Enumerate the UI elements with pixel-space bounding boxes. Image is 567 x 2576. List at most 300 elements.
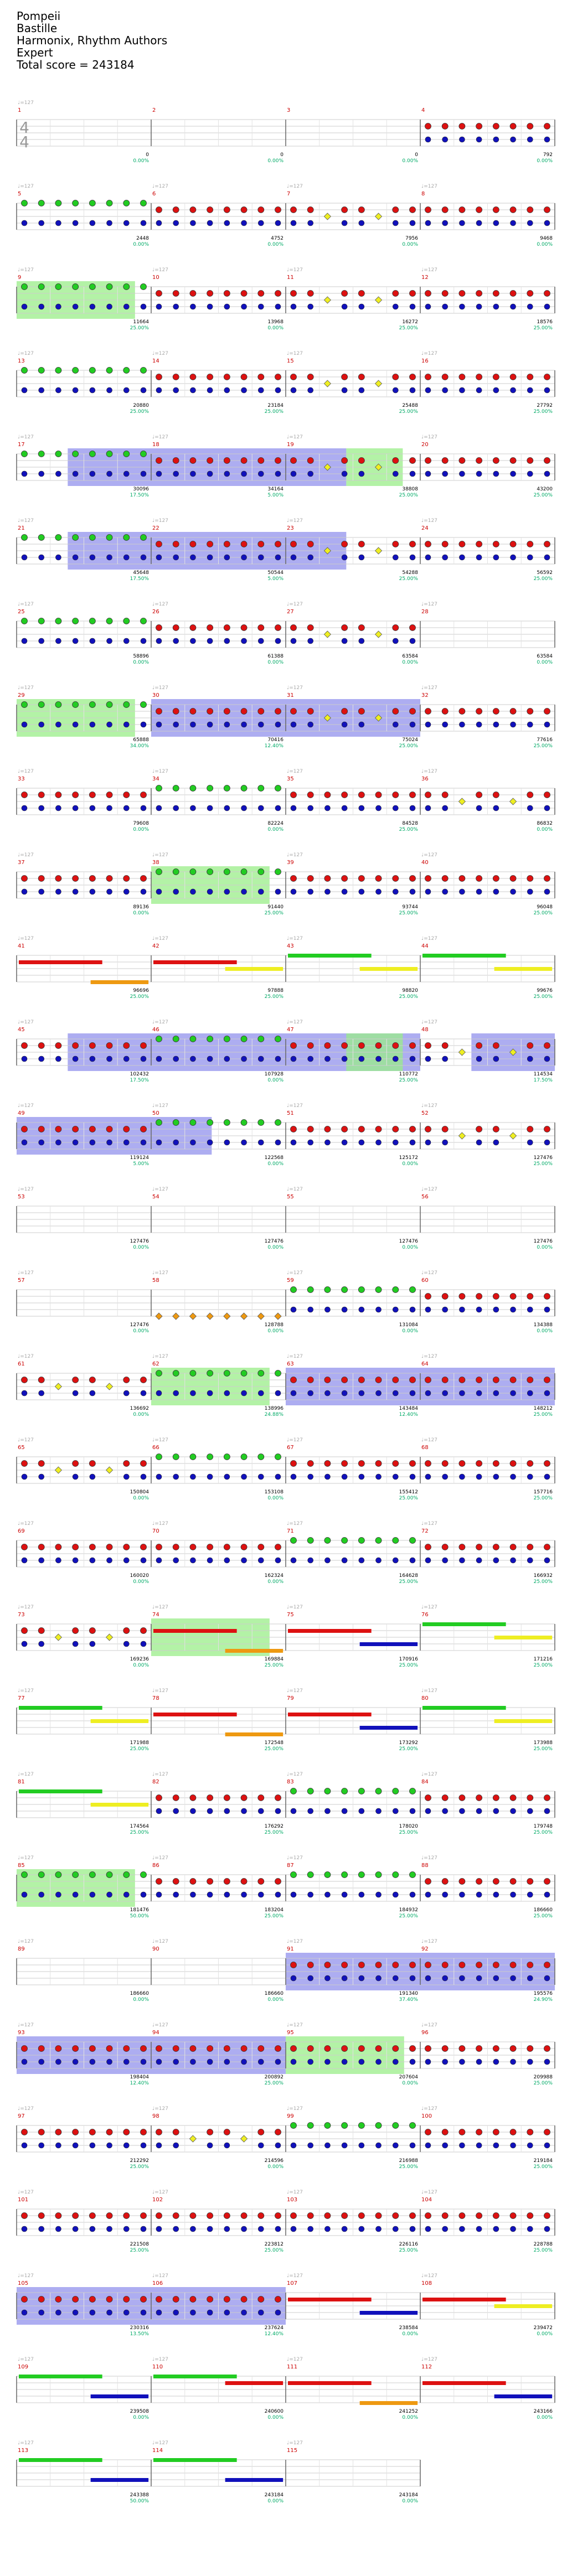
note-o xyxy=(207,1313,213,1320)
note-g xyxy=(207,1120,213,1126)
measure-percent: 0.00% xyxy=(267,1161,284,1167)
note-b xyxy=(291,220,296,226)
note-r xyxy=(358,458,364,464)
note-r xyxy=(307,458,313,464)
note-b xyxy=(107,805,112,811)
note-g xyxy=(22,535,28,541)
note-r xyxy=(442,1377,448,1383)
note-r xyxy=(173,207,179,213)
note-r xyxy=(123,1126,130,1132)
note-b xyxy=(493,1474,499,1480)
measure-score: 241252 xyxy=(399,2409,418,2414)
note-r xyxy=(510,541,516,547)
tempo-marker: ♩=127 xyxy=(287,267,303,273)
note-r xyxy=(291,374,297,380)
measure-score: 127476 xyxy=(399,1239,418,1244)
note-r xyxy=(207,2129,213,2135)
measure-score: 127476 xyxy=(533,1239,553,1244)
note-b xyxy=(493,1975,499,1981)
note-g xyxy=(89,535,95,541)
measure-score: 228788 xyxy=(533,2242,553,2247)
note-b xyxy=(410,471,415,477)
measure-score: 127476 xyxy=(264,1239,284,1244)
note-b xyxy=(308,1975,313,1981)
note-b xyxy=(241,2059,247,2065)
note-g xyxy=(190,1036,196,1042)
staff-row xyxy=(17,785,555,815)
note-r xyxy=(141,2213,147,2219)
note-r xyxy=(510,374,516,380)
note-r xyxy=(544,2213,550,2219)
note-r xyxy=(123,2129,130,2135)
note-b xyxy=(393,1056,398,1062)
measure-percent: 17.50% xyxy=(130,1078,149,1083)
note-b xyxy=(393,1307,398,1312)
note-b xyxy=(308,304,313,309)
note-b xyxy=(39,2310,44,2315)
note-r xyxy=(241,207,247,213)
note-b xyxy=(476,805,482,811)
note-b xyxy=(425,1808,431,1814)
tempo-marker: ♩=127 xyxy=(152,184,168,189)
note-g xyxy=(207,1370,213,1377)
note-r xyxy=(410,1461,416,1467)
note-b xyxy=(123,638,129,644)
note-b xyxy=(39,1892,44,1897)
measure-percent: 25.00% xyxy=(399,1746,418,1752)
note-b xyxy=(156,1808,162,1814)
note-r xyxy=(224,2296,230,2303)
note-b xyxy=(141,555,146,560)
staff-row xyxy=(17,448,555,486)
note-r xyxy=(342,1126,348,1132)
note-b xyxy=(324,1390,330,1396)
note-g xyxy=(38,702,44,708)
note-r xyxy=(207,1544,213,1550)
note-r xyxy=(493,792,499,798)
note-r xyxy=(476,123,482,130)
tempo-marker: ♩=127 xyxy=(152,1772,168,1777)
note-b xyxy=(459,2059,465,2065)
note-b xyxy=(308,805,313,811)
measure-score: 150804 xyxy=(130,1489,149,1495)
note-b xyxy=(173,1056,179,1062)
note-r xyxy=(510,1294,516,1300)
measure-number: 81 xyxy=(18,1779,25,1785)
measure-score: 223812 xyxy=(264,2242,284,2247)
note-r xyxy=(224,2213,230,2219)
measure-score: 243166 xyxy=(533,2409,553,2414)
note-r xyxy=(342,625,348,631)
measure-score: 89136 xyxy=(133,904,149,910)
note-r xyxy=(73,1377,79,1383)
note-r xyxy=(410,374,416,380)
note-b xyxy=(241,889,247,894)
measure-score: 169236 xyxy=(130,1657,149,1662)
note-b xyxy=(476,471,482,477)
measure-percent: 24.90% xyxy=(533,1997,553,2003)
note-r xyxy=(156,2046,162,2052)
note-g xyxy=(38,535,44,541)
note-r xyxy=(275,1879,281,1885)
note-g xyxy=(141,618,147,624)
measure-percent: 25.00% xyxy=(399,827,418,832)
note-b xyxy=(442,304,448,309)
note-b xyxy=(73,1140,78,1145)
sustain-g xyxy=(422,954,506,958)
note-g xyxy=(38,1872,44,1878)
measure-number: 34 xyxy=(152,776,159,782)
measure-number: 111 xyxy=(287,2364,298,2370)
note-r xyxy=(527,291,533,297)
note-r xyxy=(442,1879,448,1885)
note-r xyxy=(425,792,431,798)
note-r xyxy=(544,1879,550,1885)
measure-percent: 25.00% xyxy=(533,1830,553,1835)
note-g xyxy=(291,1788,297,1794)
measure-score: 238584 xyxy=(399,2325,418,2331)
measure-number: 94 xyxy=(152,2030,159,2036)
note-b xyxy=(123,2143,129,2148)
measure-percent: 50.00% xyxy=(130,1913,149,1919)
note-r xyxy=(73,1628,79,1634)
note-g xyxy=(241,869,247,875)
note-g xyxy=(224,1370,230,1377)
note-g xyxy=(22,618,28,624)
note-r xyxy=(527,374,533,380)
note-g xyxy=(22,451,28,457)
note-r xyxy=(527,876,533,882)
note-b xyxy=(123,1892,129,1897)
note-b xyxy=(476,1056,482,1062)
note-b xyxy=(459,304,465,309)
note-b xyxy=(476,387,482,393)
note-b xyxy=(342,1474,347,1480)
note-g xyxy=(106,368,112,374)
note-b xyxy=(527,1140,533,1145)
note-r xyxy=(224,1544,230,1550)
note-b xyxy=(123,1558,129,1563)
measure-number: 22 xyxy=(152,525,159,531)
note-r xyxy=(459,458,465,464)
note-y xyxy=(324,213,331,220)
note-b xyxy=(123,304,129,309)
note-r xyxy=(22,1461,28,1467)
note-b xyxy=(90,471,95,477)
note-b xyxy=(442,889,448,894)
note-b xyxy=(308,387,313,393)
note-r xyxy=(123,1043,130,1049)
sustain-g xyxy=(153,2375,237,2378)
note-b xyxy=(527,1390,533,1396)
note-g xyxy=(324,1287,331,1293)
note-b xyxy=(511,555,516,560)
note-r xyxy=(141,2046,147,2052)
note-y xyxy=(324,631,331,638)
note-b xyxy=(90,805,95,811)
tempo-marker: ♩=127 xyxy=(18,351,34,356)
note-g xyxy=(375,2123,382,2129)
note-g xyxy=(190,785,196,792)
note-b xyxy=(90,387,95,393)
note-b xyxy=(107,1140,112,1145)
note-b xyxy=(107,1892,112,1897)
note-g xyxy=(123,200,130,206)
note-b xyxy=(511,722,516,727)
note-r xyxy=(241,458,247,464)
measure-number: 33 xyxy=(18,776,25,782)
note-r xyxy=(476,792,482,798)
note-b xyxy=(90,1558,95,1563)
note-b xyxy=(342,1892,347,1897)
measure-percent: 25.00% xyxy=(399,1663,418,1668)
measure-number: 46 xyxy=(152,1027,159,1033)
note-r xyxy=(224,374,230,380)
measure-number: 9 xyxy=(18,275,22,281)
measure-score: 186660 xyxy=(130,1991,149,1996)
note-r xyxy=(393,708,399,715)
note-r xyxy=(393,1461,399,1467)
sustain-g xyxy=(288,954,372,958)
note-b xyxy=(224,471,230,477)
measure-percent: 25.00% xyxy=(533,2164,553,2170)
note-y xyxy=(55,1634,61,1641)
note-b xyxy=(342,2059,347,2065)
tempo-marker: ♩=127 xyxy=(421,1605,437,1610)
measure-score: 214596 xyxy=(264,2158,284,2164)
measure-score: 186660 xyxy=(264,1991,284,1996)
note-g xyxy=(324,1872,331,1878)
note-b xyxy=(493,2059,499,2065)
note-b xyxy=(156,1474,162,1480)
note-r xyxy=(275,458,281,464)
note-b xyxy=(511,1808,516,1814)
sustain-g xyxy=(422,1622,506,1626)
note-r xyxy=(527,1795,533,1801)
note-r xyxy=(425,876,431,882)
note-b xyxy=(544,1558,550,1563)
note-b xyxy=(459,2226,465,2232)
measure-number: 96 xyxy=(421,2030,429,2036)
note-b xyxy=(493,805,499,811)
note-b xyxy=(425,2143,431,2148)
note-b xyxy=(156,2143,162,2148)
note-g xyxy=(410,1788,416,1794)
measure-percent: 0.00% xyxy=(267,1579,284,1585)
note-r xyxy=(141,2296,147,2303)
note-g xyxy=(73,451,79,457)
note-r xyxy=(476,207,482,213)
note-r xyxy=(291,458,297,464)
note-g xyxy=(190,1370,196,1377)
measure-percent: 0.00% xyxy=(133,1663,149,1668)
note-r xyxy=(476,2129,482,2135)
note-r xyxy=(442,2213,448,2219)
note-b xyxy=(156,722,162,727)
note-b xyxy=(275,1474,281,1480)
note-b xyxy=(224,2059,230,2065)
note-r xyxy=(190,2046,196,2052)
note-r xyxy=(38,792,44,798)
note-b xyxy=(190,1892,195,1897)
note-b xyxy=(190,2059,195,2065)
note-r xyxy=(123,1544,130,1550)
total-score: Total score = 243184 xyxy=(17,58,135,71)
measure-score: 230316 xyxy=(130,2325,149,2331)
note-r xyxy=(73,2213,79,2219)
note-b xyxy=(22,1140,27,1145)
staff-row xyxy=(17,1033,555,1071)
note-r xyxy=(425,1377,431,1383)
note-b xyxy=(476,1390,482,1396)
measure-number: 24 xyxy=(421,525,429,531)
measure-number: 80 xyxy=(421,1695,429,1701)
note-r xyxy=(73,1043,79,1049)
note-b xyxy=(258,1140,264,1145)
note-b xyxy=(342,555,347,560)
note-g xyxy=(393,1788,399,1794)
note-b xyxy=(410,1307,415,1312)
note-b xyxy=(190,805,195,811)
tempo-marker: ♩=127 xyxy=(18,1354,34,1359)
note-b xyxy=(527,304,533,309)
note-r xyxy=(375,1043,382,1049)
note-r xyxy=(393,541,399,547)
note-b xyxy=(359,387,364,393)
note-b xyxy=(241,2310,247,2315)
note-r xyxy=(544,876,550,882)
measure-score: 131084 xyxy=(399,1322,418,1328)
note-r xyxy=(106,1126,112,1132)
sustain-y xyxy=(91,1719,148,1723)
note-r xyxy=(459,1879,465,1885)
note-r xyxy=(410,792,416,798)
note-r xyxy=(258,2046,264,2052)
measure-number: 41 xyxy=(18,943,25,949)
note-r xyxy=(493,1879,499,1885)
tempo-marker: ♩=127 xyxy=(152,936,168,942)
note-b xyxy=(275,1808,281,1814)
note-g xyxy=(275,1036,281,1042)
note-b xyxy=(224,722,230,727)
measure-score: 96696 xyxy=(133,988,149,994)
note-b xyxy=(511,1975,516,1981)
measure-percent: 25.00% xyxy=(130,1830,149,1835)
note-g xyxy=(123,284,130,290)
measure-number: 36 xyxy=(421,776,429,782)
note-b xyxy=(207,722,213,727)
note-b xyxy=(73,1641,78,1647)
note-b xyxy=(55,387,61,393)
note-b xyxy=(123,1474,129,1480)
note-b xyxy=(511,137,516,142)
note-r xyxy=(275,625,281,631)
measure-number: 57 xyxy=(18,1277,25,1284)
measure-percent: 0.00% xyxy=(402,242,418,247)
note-r xyxy=(55,1043,61,1049)
staff-row xyxy=(17,2375,555,2405)
note-b xyxy=(241,387,247,393)
note-y xyxy=(458,798,465,805)
measure-number: 64 xyxy=(421,1361,429,1367)
note-b xyxy=(359,1056,364,1062)
note-g xyxy=(291,1872,297,1878)
note-r xyxy=(106,2046,112,2052)
note-y xyxy=(375,297,382,303)
note-r xyxy=(459,2213,465,2219)
note-b xyxy=(544,2059,550,2065)
note-r xyxy=(275,1544,281,1550)
measure-percent: 5.00% xyxy=(133,1161,149,1167)
tempo-marker: ♩=127 xyxy=(18,2440,34,2446)
note-b xyxy=(493,1808,499,1814)
note-b xyxy=(527,2226,533,2232)
note-b xyxy=(141,1390,146,1396)
note-b xyxy=(207,1474,213,1480)
sustain-r xyxy=(422,2298,506,2301)
measure-percent: 25.00% xyxy=(399,994,418,1000)
measure-number: 89 xyxy=(18,1946,25,1952)
note-r xyxy=(324,1043,331,1049)
note-b xyxy=(476,1140,482,1145)
note-g xyxy=(224,1454,230,1460)
measure-number: 15 xyxy=(287,358,294,364)
measure-number: 66 xyxy=(152,1445,159,1451)
tempo-marker: ♩=127 xyxy=(421,2022,437,2028)
note-r xyxy=(493,1126,499,1132)
measure-number: 13 xyxy=(18,358,25,364)
note-b xyxy=(22,2059,27,2065)
note-r xyxy=(358,625,364,631)
tempo-marker: ♩=127 xyxy=(421,434,437,440)
note-b xyxy=(173,1892,179,1897)
note-g xyxy=(307,1788,313,1794)
note-b xyxy=(141,1558,146,1563)
note-b xyxy=(141,387,146,393)
note-r xyxy=(224,2129,230,2135)
measure-percent: 25.00% xyxy=(130,409,149,415)
note-b xyxy=(493,304,499,309)
note-r xyxy=(493,123,499,130)
note-g xyxy=(393,1872,399,1878)
note-b xyxy=(241,638,247,644)
tempo-marker: ♩=127 xyxy=(152,685,168,691)
note-g xyxy=(141,284,147,290)
staff-row xyxy=(17,2209,555,2236)
measure-number: 102 xyxy=(152,2197,163,2203)
note-g xyxy=(258,785,264,792)
note-r xyxy=(275,291,281,297)
note-g xyxy=(106,702,112,708)
note-r xyxy=(89,2129,95,2135)
note-b xyxy=(511,1558,516,1563)
note-r xyxy=(258,1879,264,1885)
note-b xyxy=(410,805,415,811)
note-r xyxy=(275,541,281,547)
song-artist: Bastille xyxy=(17,22,58,35)
note-b xyxy=(291,2226,296,2232)
note-b xyxy=(393,471,398,477)
measure-percent: 25.00% xyxy=(533,743,553,749)
note-r xyxy=(190,2213,196,2219)
note-b xyxy=(258,1056,264,1062)
sustain-y xyxy=(494,1719,552,1723)
measure-percent: 25.00% xyxy=(264,2081,284,2086)
note-b xyxy=(224,805,230,811)
note-b xyxy=(324,2226,330,2232)
measure-number: 45 xyxy=(18,1027,25,1033)
note-b xyxy=(90,1474,95,1480)
